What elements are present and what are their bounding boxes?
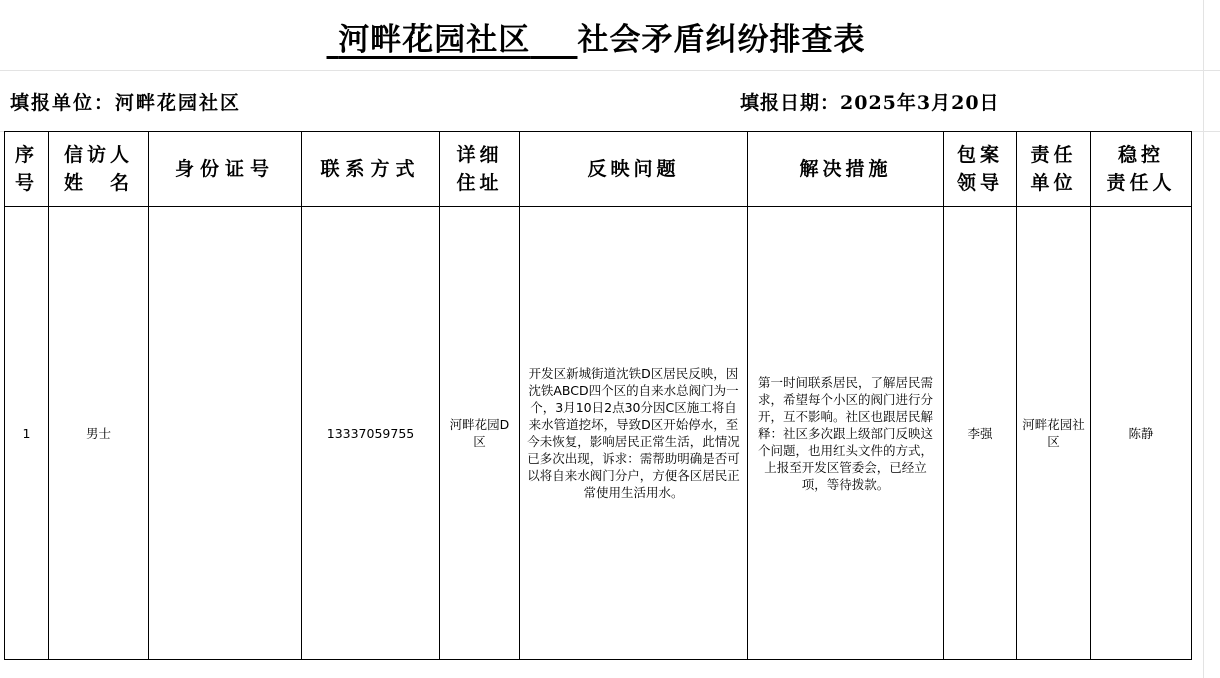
header-solution: 解决措施 <box>748 132 944 207</box>
reporting-unit-label: 填报单位： <box>10 92 116 114</box>
header-leader: 包案 领导 <box>944 132 1017 207</box>
reporting-unit-value: 河畔花园社区 <box>115 92 242 114</box>
cell-name[interactable]: 男士 <box>49 207 149 660</box>
header-responsible-unit: 责任 单位 <box>1017 132 1091 207</box>
header-seq: 序 号 <box>5 132 49 207</box>
cell-issue[interactable] <box>520 207 748 660</box>
dispute-table <box>4 131 1192 660</box>
cell-leader[interactable]: 李强 <box>944 207 1017 660</box>
report-date <box>740 88 1000 115</box>
cell-address[interactable] <box>440 207 520 660</box>
header-id-number: 身份证号 <box>149 132 302 207</box>
issue-text: 开发区新城街道沈铁D区居民反映，因沈铁ABCD四个区的自来水总阀门为一个，3月10日2点30分因C区施工将自来水管道挖坏，导致D区开始停水，至今未恢复，影响居民正常生活，此情况已多次出现，诉求：需帮助明确是否可以将自来水阀门分户，方便各区居民正常使用生活用水。 <box>527 366 740 500</box>
page-title <box>0 14 1192 59</box>
table-row <box>5 207 1192 660</box>
report-date-label: 填报日期： <box>740 92 841 114</box>
header-row <box>5 132 1192 207</box>
solution-text: 第一时间联系居民，了解居民需求，希望每个小区的阀门进行分开，互不影响。社区也跟居民解释：社区多次跟上级部门反映这个问题，也用红头文件的方式，上报至开发区管委会，已经立项，等待拨款。 <box>757 374 933 492</box>
cell-responsible-unit[interactable] <box>1017 207 1091 660</box>
title-suffix: 社会矛盾纠纷排查表 <box>577 22 866 58</box>
header-contact: 联系方式 <box>302 132 440 207</box>
cell-id-number[interactable] <box>149 207 302 660</box>
responsible-unit-text: 河畔花园社区 <box>1022 417 1085 449</box>
cell-contact[interactable]: 13337059755 <box>302 207 440 660</box>
report-date-value: 2025年3月20日 <box>840 92 1000 114</box>
reporting-unit <box>10 88 241 115</box>
cell-seq[interactable]: 1 <box>5 207 49 660</box>
header-issue: 反映问题 <box>520 132 748 207</box>
cell-solution[interactable] <box>748 207 944 660</box>
cell-stability-person[interactable]: 陈静 <box>1091 207 1192 660</box>
header-stability-person: 稳控 责任人 <box>1091 132 1192 207</box>
header-name: 信访人 姓 名 <box>49 132 149 207</box>
address-text: 河畔花园D区 <box>449 417 510 449</box>
header-address: 详细 住址 <box>440 132 520 207</box>
title-unit-name: 河畔花园社区 <box>338 22 531 58</box>
